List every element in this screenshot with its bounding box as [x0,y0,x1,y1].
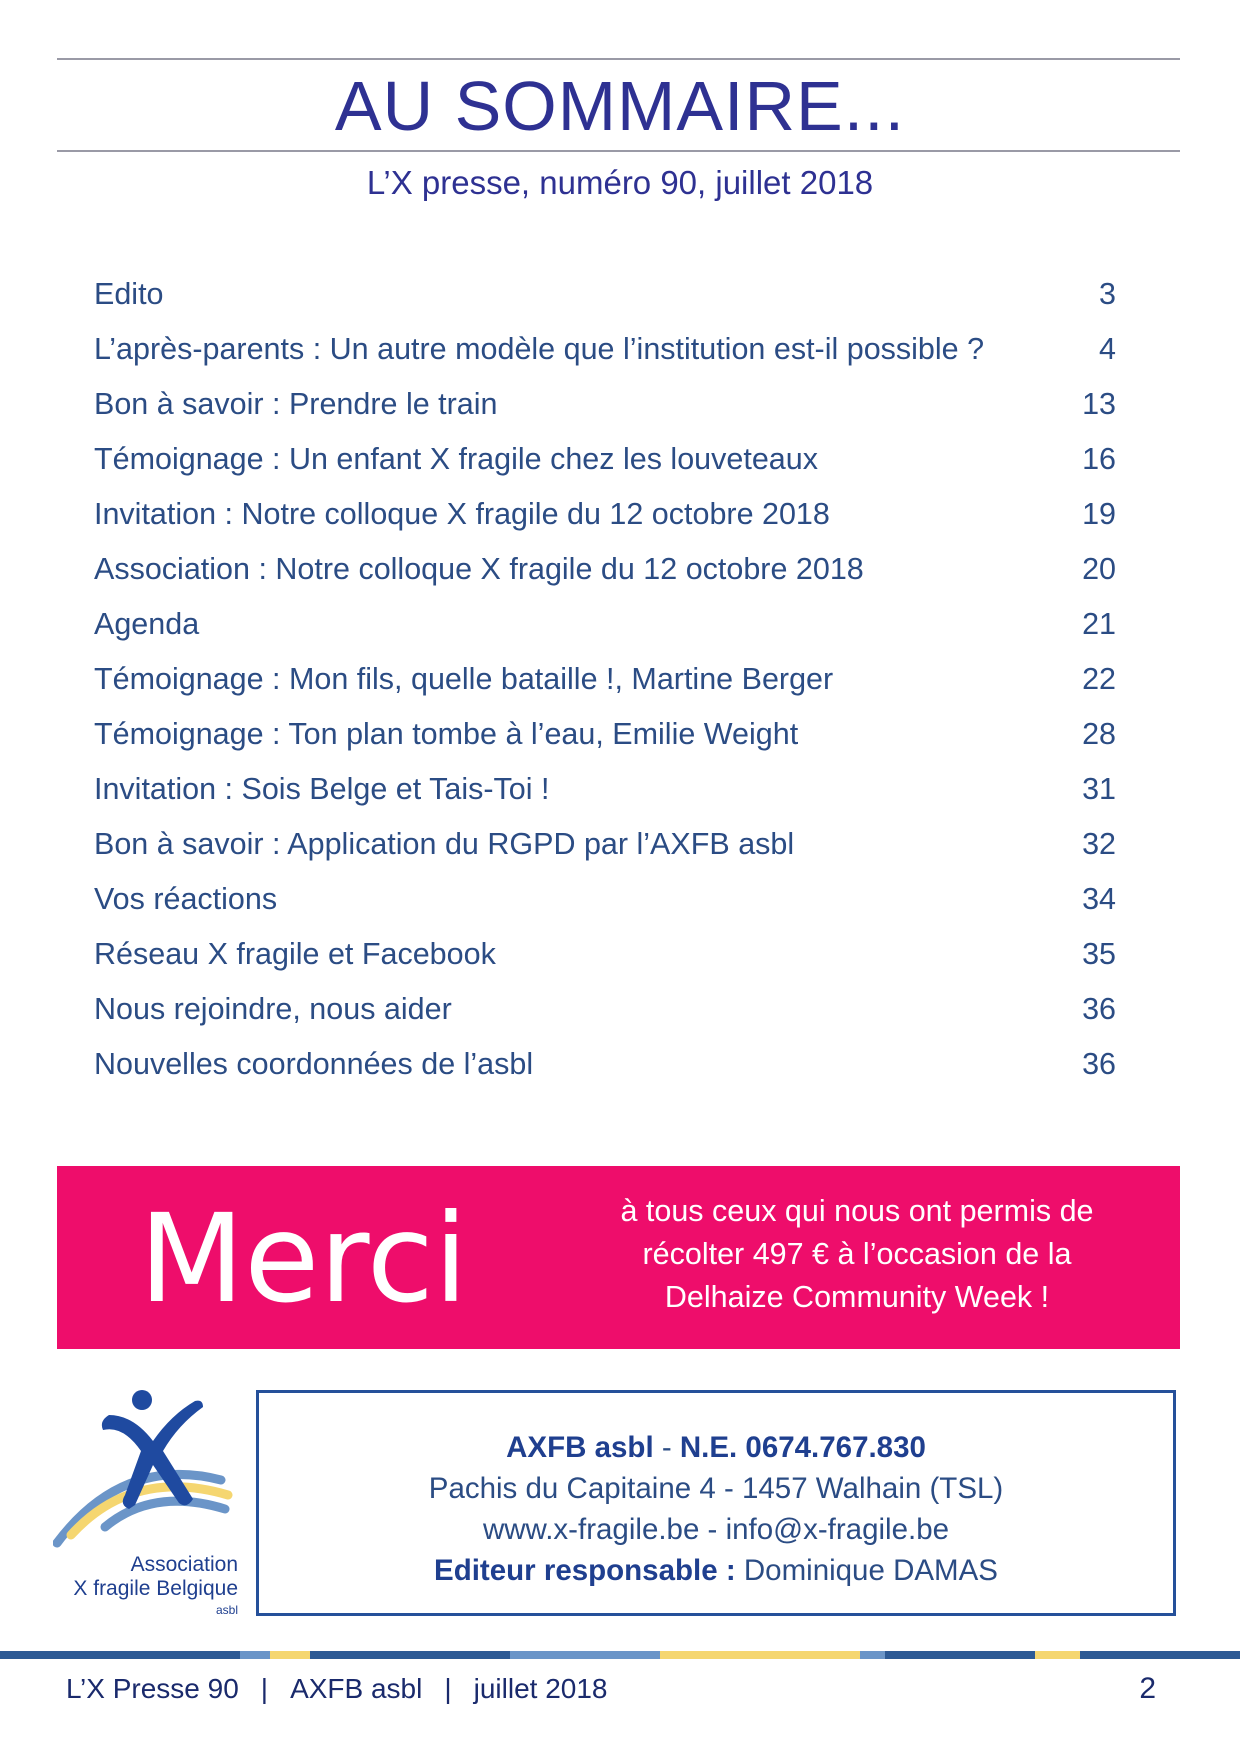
page-number: 2 [1139,1672,1156,1705]
org-contact: www.x-fragile.be - info@x-fragile.be [482,1513,950,1546]
toc-entry [94,274,1116,329]
footer-stripe-segment [270,1651,310,1659]
toc-entry-title: Témoignage : Un enfant X fragile chez les louveteaux [94,442,818,476]
footer-stripe-segment [310,1651,510,1659]
header-top-rule [57,58,1180,60]
toc-entry-title: Nouvelles coordonnées de l’asbl [94,1047,534,1081]
toc-entry-title: Invitation : Sois Belge et Tais-Toi ! [94,772,550,806]
toc-entry [94,879,1116,934]
footer-stripe-segment [860,1651,885,1659]
table-of-contents [94,274,1116,1099]
toc-entry [94,769,1116,824]
toc-entry-page: 20 [1082,552,1116,586]
footer-separator: | [260,1673,269,1704]
thank-you-line: à tous ceux qui nous ont permis de [620,1194,1094,1228]
toc-entry [94,384,1116,439]
thank-you-message [597,1190,1117,1319]
issue-subtitle: L’X presse, numéro 90, juillet 2018 [366,164,874,201]
merci-word: Merci [139,1188,468,1330]
org-address: Pachis du Capitaine 4 - 1457 Walhain (TSL) [428,1472,1004,1505]
toc-entry-title: Réseau X fragile et Facebook [94,937,496,971]
toc-entry-title: Bon à savoir : Application du RGPD par l’AXFB asbl [94,827,795,861]
footer-stripe-segment [660,1651,860,1659]
footer-org: AXFB asbl [290,1673,423,1704]
toc-entry-title: Invitation : Notre colloque X fragile du 12 octobre 2018 [94,497,830,531]
toc-entry [94,824,1116,879]
header-bottom-rule [57,150,1180,152]
toc-entry-page: 16 [1082,442,1116,476]
x-fragile-logo-icon [53,1385,238,1555]
footer-separator: | [444,1673,452,1704]
footer-stripe-segment [1035,1651,1080,1659]
footer-publication: L’X Presse 90 [66,1673,239,1704]
toc-entry [94,989,1116,1044]
toc-entry-page: 28 [1082,717,1116,751]
toc-entry-title: Vos réactions [94,882,278,916]
thank-you-banner [57,1166,1180,1349]
toc-entry-page: 34 [1082,882,1116,916]
toc-entry-title: Témoignage : Ton plan tombe à l’eau, Emilie Weight [94,717,799,751]
org-identifier: AXFB asbl - N.E. 0674.767.830 [506,1431,926,1464]
toc-entry-title: L’après-parents : Un autre modèle que l’institution est-il possible ? [94,332,985,366]
footer-publication-info [66,1672,608,1706]
toc-entry-page: 36 [1082,992,1116,1026]
toc-entry-title: Témoignage : Mon fils, quelle bataille !, Martine Berger [94,662,834,696]
toc-entry-title: Nous rejoindre, nous aider [94,992,452,1026]
footer-stripe [0,1651,1240,1659]
footer-date: juillet 2018 [473,1673,608,1704]
toc-entry [94,714,1116,769]
toc-entry [94,549,1116,604]
toc-entry-title: Association : Notre colloque X fragile du 12 octobre 2018 [94,552,864,586]
toc-entry [94,1044,1116,1099]
toc-entry [94,439,1116,494]
toc-entry-title: Bon à savoir : Prendre le train [94,387,498,421]
toc-entry-page: 36 [1082,1047,1116,1081]
toc-entry-page: 13 [1082,387,1116,421]
footer-stripe-segment [885,1651,1035,1659]
thank-you-line: récolter 497 € à l’occasion de la [642,1237,1072,1271]
toc-entry-page: 22 [1082,662,1116,696]
publisher-editor: Editeur responsable : Dominique DAMAS [434,1554,998,1587]
toc-entry [94,934,1116,989]
toc-entry-page: 31 [1082,772,1116,806]
page-title: AU SOMMAIRE... [334,67,906,145]
footer-stripe-segment [1080,1651,1240,1659]
toc-entry-title: Agenda [94,607,200,641]
association-logo [53,1385,238,1625]
toc-entry-page: 32 [1082,827,1116,861]
toc-entry [94,604,1116,659]
toc-entry-page: 4 [1099,332,1116,366]
toc-entry-page: 21 [1082,607,1116,641]
publisher-info-box [256,1390,1176,1616]
logo-line-name: X fragile Belgique [73,1577,238,1600]
toc-entry [94,659,1116,714]
logo-line-asbl: asbl [215,1603,238,1617]
toc-entry-title: Edito [94,277,164,311]
toc-entry-page: 35 [1082,937,1116,971]
thank-you-line: Delhaize Community Week ! [664,1280,1050,1314]
toc-entry [94,329,1116,384]
logo-line-association: Association [130,1553,238,1576]
toc-entry-page: 3 [1099,277,1116,311]
toc-entry-page: 19 [1082,497,1116,531]
footer-stripe-segment [240,1651,270,1659]
toc-entry [94,494,1116,549]
footer-stripe-segment [510,1651,660,1659]
footer-stripe-segment [0,1651,240,1659]
